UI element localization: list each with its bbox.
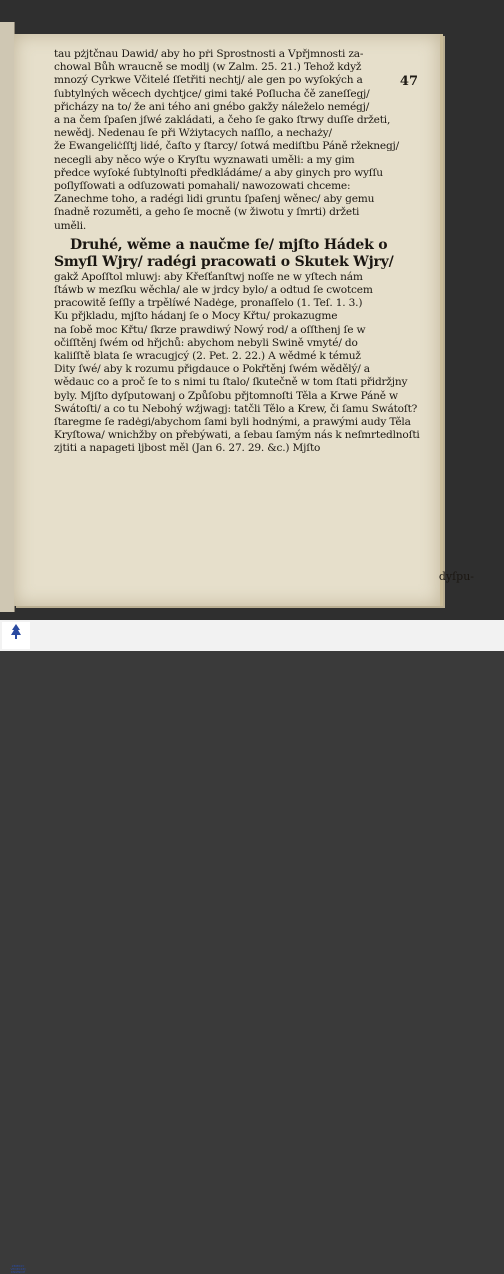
text-line: Dity ſwé/ aby k rozumu přigdauce o Pokřtěnj ſwém wědělý/ a: [54, 363, 370, 376]
text-line: Zanechme toho, a radégi lidi gruntu ſpaſenj wěnec/ aby gemu: [54, 193, 375, 206]
page-text: [54, 48, 426, 456]
text-line: že Ewangeliċſſtj lidé, čaſto y ſtarcy/ ſotwá mediſtbu Páně ržeknegj/ necegli aby něco wýe o Kryſtu wyznawati uměli: a my gim: [54, 140, 399, 166]
previous-page-edge: [0, 22, 15, 612]
text-line: Ku přjkladu, mjſto hádanj ſe o Mocy Křtu/ prokazugme: [54, 310, 338, 323]
text-line: přicházy na to/ že ani tého ani gnébo gakžy náleželo nemégj/: [54, 100, 370, 113]
text-line: pracowitě ſeſſly a trpělíwé Nadėge, pronaſſelo (1. Teſ. 1. 3.): [54, 297, 363, 310]
text-line: kaliſſtě blata ſe wracugjcý (2. Pet. 2. 22.) A wědmé k témuž: [54, 350, 361, 363]
text-line: mnozý Cyrkwe Včitelé ſſetřiti nechtj/ ale gen po wyſokých a: [54, 74, 363, 87]
text-line: ſnadně rozuměti, a geho ſe mocně (w žiwotu y ſmrti) držeti: [54, 206, 360, 219]
text-line: na ſobě moc Křtu/ ſkrze prawdiwý Nowý rod/ a oſſthenj ſe w: [54, 323, 366, 336]
library-logo-text: ZBIERKY VEDECKEJ KNIŽNICE: [10, 1264, 26, 1274]
page-number: 47: [399, 74, 418, 89]
text-line: uměli.: [54, 219, 87, 232]
text-line: gakž Apoſſtol mluwj: aby Křeſťanſtwj noſſe ne w yſtech nám: [54, 270, 363, 283]
text-line: chowal Bůh wraucně se modlj (w Zalm. 25. 21.) Tehož když: [54, 61, 362, 74]
text-line: ſubtylných wěcech dychtjce/ gimi také Poſlucha čě zaneſſegj/: [54, 87, 370, 100]
paragraph-opening-second-line: Smyſl Wjry/ radégi pracowati o Skutek Wjry/: [54, 253, 394, 270]
text-line: předce wyſoké ſubtylnoſti předkládáme/ a aby ginych pro wyſſu: [54, 166, 383, 179]
text-line: wědauc co a proč ſe to s nimi tu ſtalo/ ſkutečně w tom ſtati přidržjny byly. Mjſto dyſputowanj o Způſobu přjtomnoſti Těla a Krwe Páně w Swátoſti/ a co tu Nebohý wźjwagj: tatčli Tělo a Krew, či ſamu Swátoſt? ſtaregme ſe radėgi/abychom ſami byli hodnými, a prawými audy Těla Kryſtowa/ wnichžby on přebýwati, a ſebau ſamým nás k neſmrtedlnoſti zjtiti a napageti ljbost měl (Jan 6. 27. 29. &c.) Mjſto: [54, 376, 420, 455]
text-line: ſtáwb w mezſku wěchla/ ale w jrdcy bylo/ a odtud ſe cwotcem: [54, 284, 373, 297]
paragraph-opening: Druhé, wěme a naučme ſe/ mjſto Hádek o: [70, 236, 388, 253]
viewer-footer: [0, 620, 504, 651]
library-logo: [2, 622, 30, 1274]
text-line: a na čem ſpaſen jſwé zakládati, a čeho ſe gako ſtrwy duſſe držeti, newědj. Nedenau ſe při Wżiytacych naſſlo, a nechaży/: [54, 114, 391, 140]
library-logo-icon: [2, 622, 30, 642]
catchword: dyſpu-: [438, 570, 474, 583]
text-line: poſlyſſowati a odſuzowati pomahali/ nawozowati chceme:: [54, 180, 351, 193]
text-line: očiſſtěnj ſwém od hřjchů: abychom nebyli Swině vmyté/ do: [54, 336, 358, 349]
text-line: tau pżjtčnau Dawid/ aby ho pṙi Sprostnosti a Vpřjmnosti za-: [54, 48, 364, 60]
